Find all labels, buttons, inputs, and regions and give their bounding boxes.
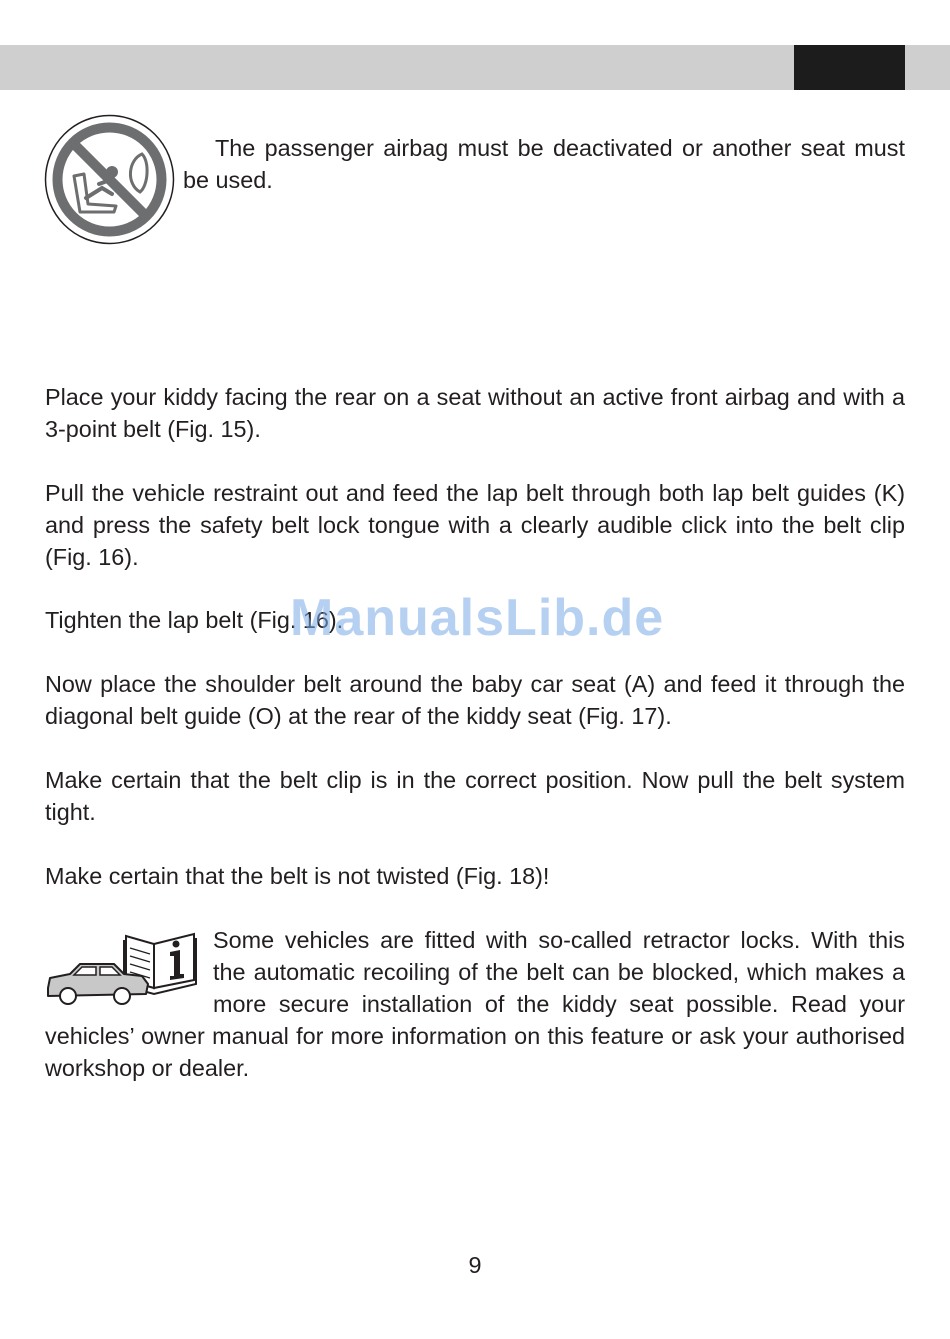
paragraph-pull-restraint: Pull the vehicle restraint out and feed the lap belt through both lap belt guides (K) and press the safety belt lock tongue with a clearly audible click into the belt clip (Fig. 16). bbox=[45, 480, 905, 570]
retractor-lock-note bbox=[45, 924, 905, 1084]
paragraph-belt-clip: Make certain that the belt clip is in the correct position. Now pull the belt system tight. bbox=[45, 767, 905, 825]
header-black-tab bbox=[794, 45, 905, 90]
paragraph-place-kiddy: Place your kiddy facing the rear on a seat without an active front airbag and with a 3-point belt (Fig. 15). bbox=[45, 384, 905, 442]
page-number: 9 bbox=[468, 1252, 482, 1278]
retractor-lock-note-text: Some vehicles are fitted with so-called retractor locks. With this the automatic recoiling of the belt can be blocked, which makes a more secure installation of the kiddy seat possible. Read your vehicles’ owner manual for more information on this feature or ask your authorised workshop or dealer. bbox=[45, 927, 905, 1081]
watermark: ManualsLib.de bbox=[290, 589, 665, 647]
paragraph-shoulder-belt: Now place the shoulder belt around the baby car seat (A) and feed it through the diagonal belt guide (O) at the rear of the kiddy seat (Fig. 17). bbox=[45, 671, 905, 729]
paragraph-not-twisted: Make certain that the belt is not twisted (Fig. 18)! bbox=[45, 863, 550, 889]
airbag-warning-text: The passenger airbag must be deactivated or another seat must be used. bbox=[183, 135, 905, 193]
paragraph-tighten-lap-belt: Tighten the lap belt (Fig. 16). bbox=[45, 607, 344, 633]
no-airbag-warning-icon bbox=[44, 114, 175, 245]
